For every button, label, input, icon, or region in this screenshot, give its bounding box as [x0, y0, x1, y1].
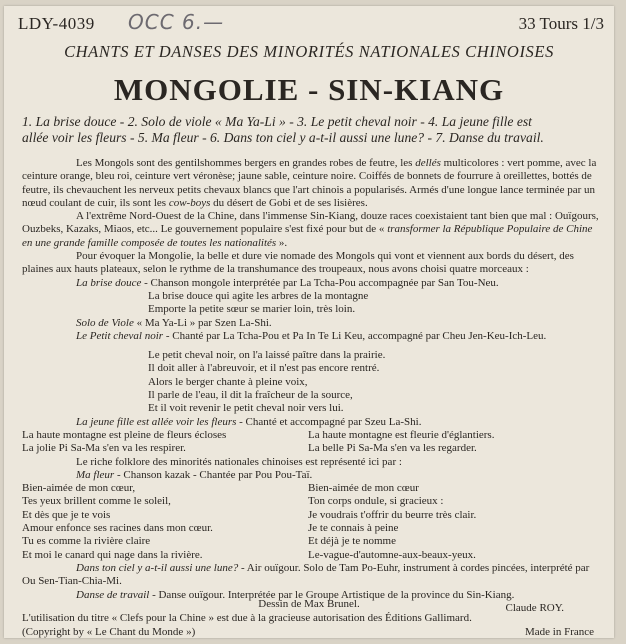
lyric-line: Tes yeux brillent comme le soleil,: [22, 495, 171, 508]
intro-paragraph: Pour évoquer la Mongolie, la belle et dure vie nomade des Mongols qui vont et viennent aux bords du désert, des plaines aux hauts plateaux, selon le rythme de la transhumance des troupeaux, nous avons choisi quatre morceaux :: [22, 250, 574, 276]
lyric-line: Emporte la petite sœur se marier loin, très loin.: [148, 303, 356, 316]
lyric-line: La belle Pi Sa-Ma s'en va les regarder.: [308, 442, 477, 455]
header: [18, 10, 604, 36]
transition-text: Le riche folklore des minorités nationales chinoises est représenté ici par :: [76, 455, 402, 468]
made-in-label: Made in France: [524, 626, 594, 638]
copyright-notice: (Copyright by « Le Chant du Monde »): [22, 626, 196, 638]
handwritten-annotation: OCC 6.—: [128, 10, 225, 34]
lyric-line: La haute montagne est pleine de fleurs écloses: [22, 428, 227, 441]
record-sleeve-notes: [4, 6, 614, 638]
catalog-number: LDY-4039: [18, 14, 95, 33]
track-description: La jeune fille est allée voir les fleurs - Chanté et accompagné par Szeu La-Shi.: [76, 415, 422, 428]
lyric-line: Et dès que je te vois: [22, 508, 111, 521]
series-title: CHANTS ET DANSES DES MINORITÉS NATIONALES CHINOISES: [64, 42, 554, 61]
title-permission-note: L'utilisation du titre « Clefs pour la Chine » est due à la gracieuse autorisation des Éditions Gallimard.: [22, 612, 472, 624]
lyric-line: La jolie Pi Sa-Ma s'en va les respirer.: [22, 442, 186, 455]
liner-notes: [22, 157, 602, 615]
lyrics-two-columns: [22, 429, 602, 456]
lyric-line: Je voudrais t'offrir du beurre très clair.: [308, 508, 477, 521]
lyric-line: Je te connais à peine: [308, 522, 399, 535]
lyric-line: Le petit cheval noir, on l'a laissé paître dans la prairie.: [148, 349, 386, 362]
lyric-line: Ton corps ondule, si gracieux :: [308, 495, 444, 508]
lyric-line: Et il voit revenir le petit cheval noir vers lui.: [148, 402, 344, 415]
tracklist-line: 1. La brise douce - 2. Solo de viole « Ma Ya-Li » - 3. Le petit cheval noir - 4. La jeune fille est: [22, 114, 532, 129]
lyric-line: Il doit aller à l'abreuvoir, et il n'est pas encore rentré.: [148, 362, 380, 375]
record-speed: 33 Tours 1/3: [518, 14, 604, 33]
track-description: La brise douce - Chanson mongole interprétée par La Tcha-Pou accompagnée par San Tou-Neu.: [76, 276, 499, 289]
lyric-line: Bien-aimée de mon cœur,: [22, 482, 136, 495]
author-signature: Claude ROY.: [505, 601, 564, 614]
lyric-line: Alors le berger chante à pleine voix,: [148, 375, 308, 388]
tracklist: [22, 114, 602, 146]
tracklist-line: allée voir les fleurs - 5. Ma fleur - 6. Dans ton ciel y a-t-il aussi une lune? - 7. Danse du travail.: [22, 130, 544, 145]
lyric-line: La haute montagne est fleurie d'églantiers.: [308, 428, 495, 441]
lyrics-two-columns: [22, 482, 602, 562]
lyric-line: Il parle de l'eau, il dit la fraîcheur de la source,: [148, 389, 353, 402]
lyric-line: Le-vague-d'automne-aux-beaux-yeux.: [308, 548, 476, 561]
album-title: MONGOLIE - SIN-KIANG: [113, 72, 505, 107]
intro-paragraph: Les Mongols sont des gentilshommes bergers en grandes robes de feutre, les dellés multicolores : vert pomme, avec la ceinture orange, bleu roi, ceinture vert véronèse; jaune sable, ceinture noire. Coiffés de bonnets de fourrure à oreillettes, bottés de feutre, ils chevauchent les nerveux petits chevaux blancs que l'art chinois a popularisés. Armés d'une longue lance terminée par un nœud coulant de cuir, ils sont les cow-boys du désert de Gobi et de ses lisières.: [22, 157, 597, 209]
lyric-line: Tu es comme la rivière claire: [22, 535, 151, 548]
lyric-line: La brise douce qui agite les arbres de la montagne: [148, 289, 369, 302]
track-description: Le Petit cheval noir - Chanté par La Tcha-Pou et Pa In Te Li Keu, accompagné par Cheu Jen-Keu-Ich-Leu.: [76, 329, 547, 342]
track-description: Dans ton ciel y a-t-il aussi une lune? - Air ouïgour. Solo de Tam Po-Euhr, instrument à cordes pincées, interprété par Ou Sen-Tian-Chia-Mi.: [22, 561, 590, 588]
intro-paragraph: A l'extrême Nord-Ouest de la Chine, dans l'immense Sin-Kiang, douze races coexistaient tant bien que mal : Ouïgours, Ouzbeks, Kazaks, Miaos, etc... Le gouvernement populaire s'est fixé pour but de « transformer la République Populaire de Chine en une grande famille composée de toutes les nationalités ».: [22, 210, 599, 249]
lyric-line: Amour enfonce ses racines dans mon cœur.: [22, 522, 213, 535]
track-description: Danse de travail - Danse ouïgour. Interprétée par le Groupe Artistique de la province du Sin-Kiang.: [76, 588, 515, 601]
track-description: Solo de Viole « Ma Ya-Li » par Szen La-Shi.: [76, 316, 272, 329]
lyric-line: Et déjà je te nomme: [308, 535, 396, 548]
illustration-credit: Dessin de Max Brunel.: [258, 598, 360, 610]
lyric-line: Bien-aimée de mon cœur: [308, 482, 419, 495]
track-description: Ma fleur - Chanson kazak - Chantée par Pou Pou-Taï.: [76, 468, 313, 481]
lyric-line: Et moi le canard qui nage dans la rivière.: [22, 548, 203, 561]
